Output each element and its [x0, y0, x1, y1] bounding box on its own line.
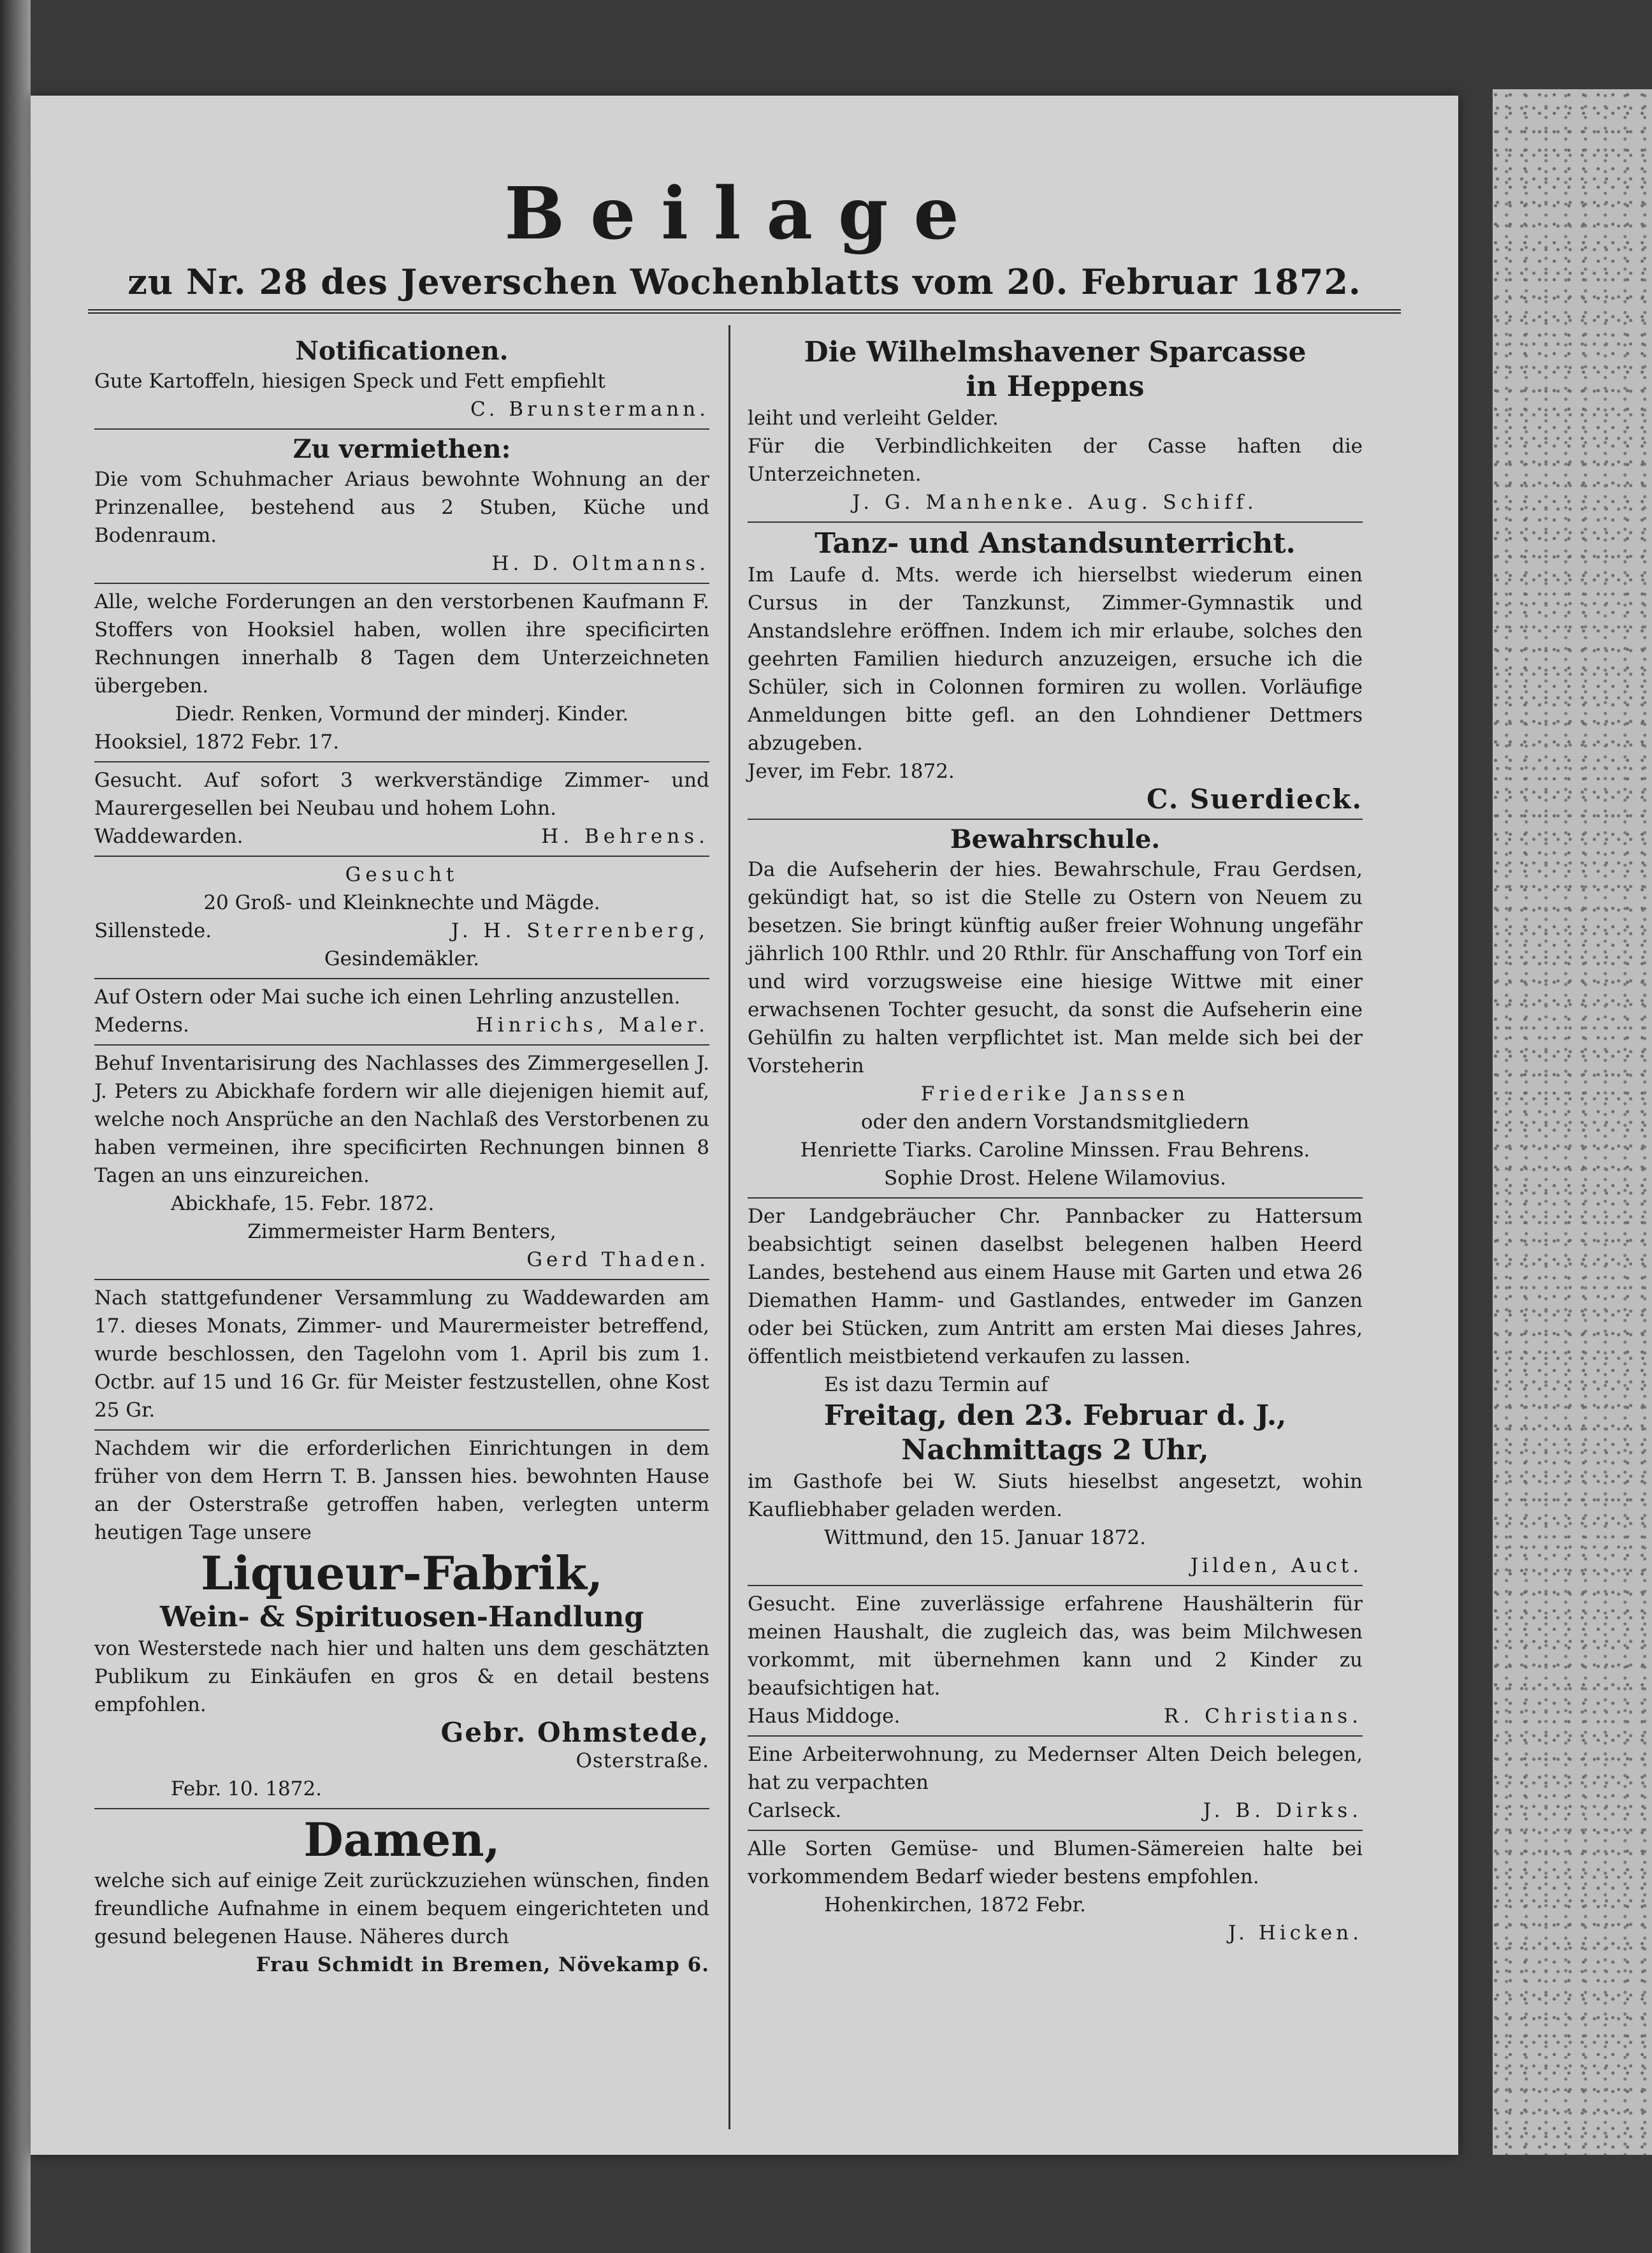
ad-footer: [94, 917, 709, 945]
ad-signature-role: Gesindemäkler.: [324, 947, 480, 970]
ad-text: Gesucht. Eine zuverlässige erfahrene Haushälterin für meinen Haushalt, die zugleich das, was beim Milchwesen vorkommt, mit übernehmen kann und 2 Kinder zu beaufsichtigen hat.: [748, 1593, 1363, 1700]
ad-pannbacker-auction: [748, 1199, 1363, 1586]
ad-place: Mederns.: [94, 1014, 189, 1037]
ad-tanzunterricht: [748, 523, 1363, 820]
ad-knechte: [94, 857, 709, 979]
masthead-title: Beilage: [504, 172, 985, 256]
ad-contact-name: Friederike Janssen: [920, 1083, 1190, 1105]
masthead: [31, 172, 1458, 302]
masthead-subtitle: zu Nr. 28 des Jeverschen Wochenblatts vom 20. Februar 1872.: [127, 261, 1361, 302]
ad-text: Eine Arbeiterwohnung, zu Medernser Alten Deich belegen, hat zu verpachten: [748, 1743, 1363, 1794]
ad-signature: Gerd Thaden.: [526, 1248, 709, 1271]
ad-heading: Bewahrschule.: [950, 824, 1161, 854]
ad-heading: Zu vermiethen:: [293, 434, 511, 464]
ad-text: Nachdem wir die erforderlichen Einrichtungen in dem früher von dem Herrn T. B. Janssen hies. bewohnten Hause an der Osterstraße getroffen haben, verlegten unterm heutigen Tage unsere: [94, 1437, 709, 1544]
ad-signature-street: Osterstraße.: [576, 1749, 709, 1772]
ad-place-date: Abickhafe, 15. Febr. 1872.: [171, 1192, 435, 1215]
ad-notificationen: [94, 332, 709, 430]
column-divider: [728, 325, 730, 2129]
ad-members: Henriette Tiarks. Caroline Minssen. Frau Behrens.: [800, 1139, 1310, 1162]
ad-place-date: Hohenkirchen, 1872 Febr.: [824, 1893, 1086, 1916]
ad-place: Carlseck.: [748, 1799, 842, 1822]
ad-signature: R. Christians.: [1164, 1705, 1363, 1728]
ad-signature: J. H. Sterrenberg,: [451, 919, 709, 942]
ad-signature: C. Brunstermann.: [470, 398, 709, 421]
left-column: [94, 332, 709, 1984]
ad-nachlass-peters: [94, 1046, 709, 1280]
ad-members: Sophie Drost. Helene Wilamovius.: [884, 1167, 1226, 1190]
ad-saemereien: [748, 1831, 1363, 1952]
ad-heading: Notificationen.: [295, 336, 509, 366]
ad-damen: [94, 1809, 709, 1984]
ad-place: Waddewarden.: [94, 825, 243, 848]
ad-signature: H. Behrens.: [541, 825, 709, 848]
ad-text: Behuf Inventarisirung des Nachlasses des Zimmergesellen J. J. Peters zu Abickhafe fordern wir alle diejenigen hiemit auf, welche noch Ansprüche an den Nachlaß des Verstorbenen zu haben vermeinen, ihre specificirten Rechnungen binnen 8 Tagen an uns einzureichen.: [94, 1052, 709, 1187]
ad-heading: Tanz- und Anstandsunterricht.: [815, 527, 1296, 560]
ad-signature: Zimmermeister Harm Benters,: [247, 1220, 556, 1243]
ad-text: Es ist dazu Termin auf: [824, 1373, 1048, 1396]
ad-text: welche sich auf einige Zeit zurückzuziehen wünschen, finden freundliche Aufnahme in einem bequem eingerichteten und gesund belegenen Hause. Näheres durch: [94, 1869, 709, 1948]
masthead-rule: [88, 309, 1401, 314]
ad-liqueur-fabrik: [94, 1431, 709, 1809]
book-binding-left: [0, 0, 31, 2253]
ad-text: Alle, welche Forderungen an den verstorbenen Kaufmann F. Stoffers von Hooksiel haben, wollen ihre specificirten Rechnungen innerhalb 8 Tagen dem Unterzeichneten übergeben.: [94, 590, 709, 697]
ad-stoffers: [94, 584, 709, 762]
ad-signature: Frau Schmidt in Bremen, Növekamp 6.: [256, 1953, 709, 1976]
ad-footer: [94, 822, 709, 850]
ad-text: Gute Kartoffeln, hiesigen Speck und Fett empfiehlt: [94, 370, 605, 393]
ad-text: Auf Ostern oder Mai suche ich einen Lehrling anzustellen.: [94, 986, 681, 1009]
ad-signature: J. B. Dirks.: [1203, 1799, 1363, 1822]
ad-heading: Die Wilhelmshavener Sparcasse: [804, 336, 1307, 368]
ad-footer: [94, 1011, 709, 1039]
ad-tagelohn: [94, 1280, 709, 1431]
ad-signature: Diedr. Renken, Vormund der minderj. Kinder.: [175, 703, 629, 725]
ad-date-heading: Freitag, den 23. Februar d. J.,: [823, 1399, 1287, 1432]
ad-sparcasse: [748, 332, 1363, 523]
ad-place: Sillenstede.: [94, 919, 212, 942]
ad-time-heading: Nachmittags 2 Uhr,: [901, 1434, 1209, 1466]
ad-zu-vermiethen: [94, 430, 709, 584]
ad-haushaelterin: [748, 1586, 1363, 1737]
ad-signature: Gebr. Ohmstede,: [440, 1717, 709, 1748]
ad-signature: C. Suerdieck.: [1147, 784, 1363, 815]
ad-heading: in Heppens: [966, 370, 1145, 403]
ad-signature: H. D. Oltmanns.: [491, 552, 709, 575]
ad-arbeiterwohnung: [748, 1737, 1363, 1831]
ad-text: Im Laufe d. Mts. werde ich hierselbst wiederum einen Cursus in der Tanzkunst, Zimmer-Gymnastik und Anstandslehre eröffnen. Indem ich mir erlaube, solches den geehrten Familien hiedurch anzuzeigen, ersuche ich die Schüler, sich in Colonnen formiren zu wollen. Vorläufige Anmeldungen bitte gefl. an den Lohndiener Dettmers abzugeben.: [748, 564, 1363, 755]
ad-signature: J. Hicken.: [1228, 1921, 1363, 1944]
newspaper-page: [31, 96, 1458, 2155]
ad-subheading: Wein- & Spirituosen-Handlung: [159, 1601, 644, 1633]
ad-text: Alle Sorten Gemüse- und Blumen-Sämereien halte bei vorkommendem Bedarf wieder bestens empfohlen.: [748, 1837, 1363, 1888]
ad-text: leiht und verleiht Gelder.: [748, 407, 999, 430]
ad-text: oder den andern Vorstandsmitgliedern: [860, 1111, 1250, 1134]
ad-heading: Liqueur-Fabrik,: [200, 1546, 604, 1600]
ad-text: Nach stattgefundener Versammlung zu Waddewarden am 17. dieses Monats, Zimmer- und Maurermeister betreffend, wurde beschlossen, den Tagelohn vom 1. April bis zum 1. Octbr. auf 15 und 16 Gr. für Meister festzustellen, ohne Kost 25 Gr.: [94, 1287, 709, 1422]
ad-footer: [748, 1797, 1363, 1825]
ad-text: Für die Verbindlichkeiten der Casse haften die Unterzeichneten.: [748, 435, 1363, 486]
ad-bewahrschule: [748, 820, 1363, 1199]
ad-lehrling: [94, 979, 709, 1046]
ad-footer: [748, 1702, 1363, 1730]
ad-text: im Gasthofe bei W. Siuts hieselbst angesetzt, wohin Kaufliebhaber geladen werden.: [748, 1470, 1363, 1521]
ad-signature: J. G. Manhenke. Aug. Schiff.: [852, 491, 1258, 514]
ad-signature: Jilden, Auct.: [1190, 1554, 1363, 1577]
ad-text: von Westerstede nach hier und halten uns dem geschätzten Publikum zu Einkäufen en gros & en detail bestens empfohlen.: [94, 1637, 709, 1716]
right-column: [748, 332, 1363, 1952]
ad-text: 20 Groß- und Kleinknechte und Mägde.: [203, 891, 600, 914]
ad-text: Gesucht. Auf sofort 3 werkverständige Zimmer- und Maurergesellen bei Neubau und hohem Lohn.: [94, 769, 709, 820]
ad-heading: Damen,: [303, 1812, 500, 1867]
ad-place: Haus Middoge.: [748, 1705, 901, 1728]
ad-zimmergesellen: [94, 762, 709, 857]
ad-text: Der Landgebräucher Chr. Pannbacker zu Hattersum beabsichtigt seinen daselbst belegenen halben Heerd Landes, bestehend aus einem Hause mit Garten und etwa 26 Diemathen Hamm- und Gastlandes, entweder im Ganzen oder bei Stücken, zum Antritt am ersten Mai dieses Jahres, öffentlich meistbietend verkaufen zu lassen.: [748, 1205, 1363, 1368]
ad-text: Die vom Schuhmacher Ariaus bewohnte Wohnung an der Prinzenallee, bestehend aus 2 Stuben, Küche und Bodenraum.: [94, 468, 709, 547]
ad-heading: Gesucht: [345, 863, 459, 886]
ad-place-date: Wittmund, den 15. Januar 1872.: [824, 1526, 1146, 1549]
ad-text: Da die Aufseherin der hies. Bewahrschule, Frau Gerdsen, gekündigt hat, so ist die Stelle zu Ostern von Neuem zu besetzen. Sie bringt künftig außer freier Wohnung ungefähr jährlich 100 Rthlr. und 20 Rthlr. für Anschaffung von Torf ein und wird vorzugsweise eine hiesige Wittwe mit einer erwachsenen Tochter gesucht, da sonst die Aufseherin eine Gehülfin zu halten verpflichtet ist. Man melde sich bei der Vorsteherin: [748, 858, 1363, 1077]
ad-place-date: Hooksiel, 1872 Febr. 17.: [94, 731, 340, 754]
ad-date: Febr. 10. 1872.: [171, 1777, 322, 1800]
speckled-page-edge: [1493, 89, 1652, 2155]
ad-signature: Hinrichs, Maler.: [475, 1014, 709, 1037]
ad-place-date: Jever, im Febr. 1872.: [748, 760, 955, 783]
